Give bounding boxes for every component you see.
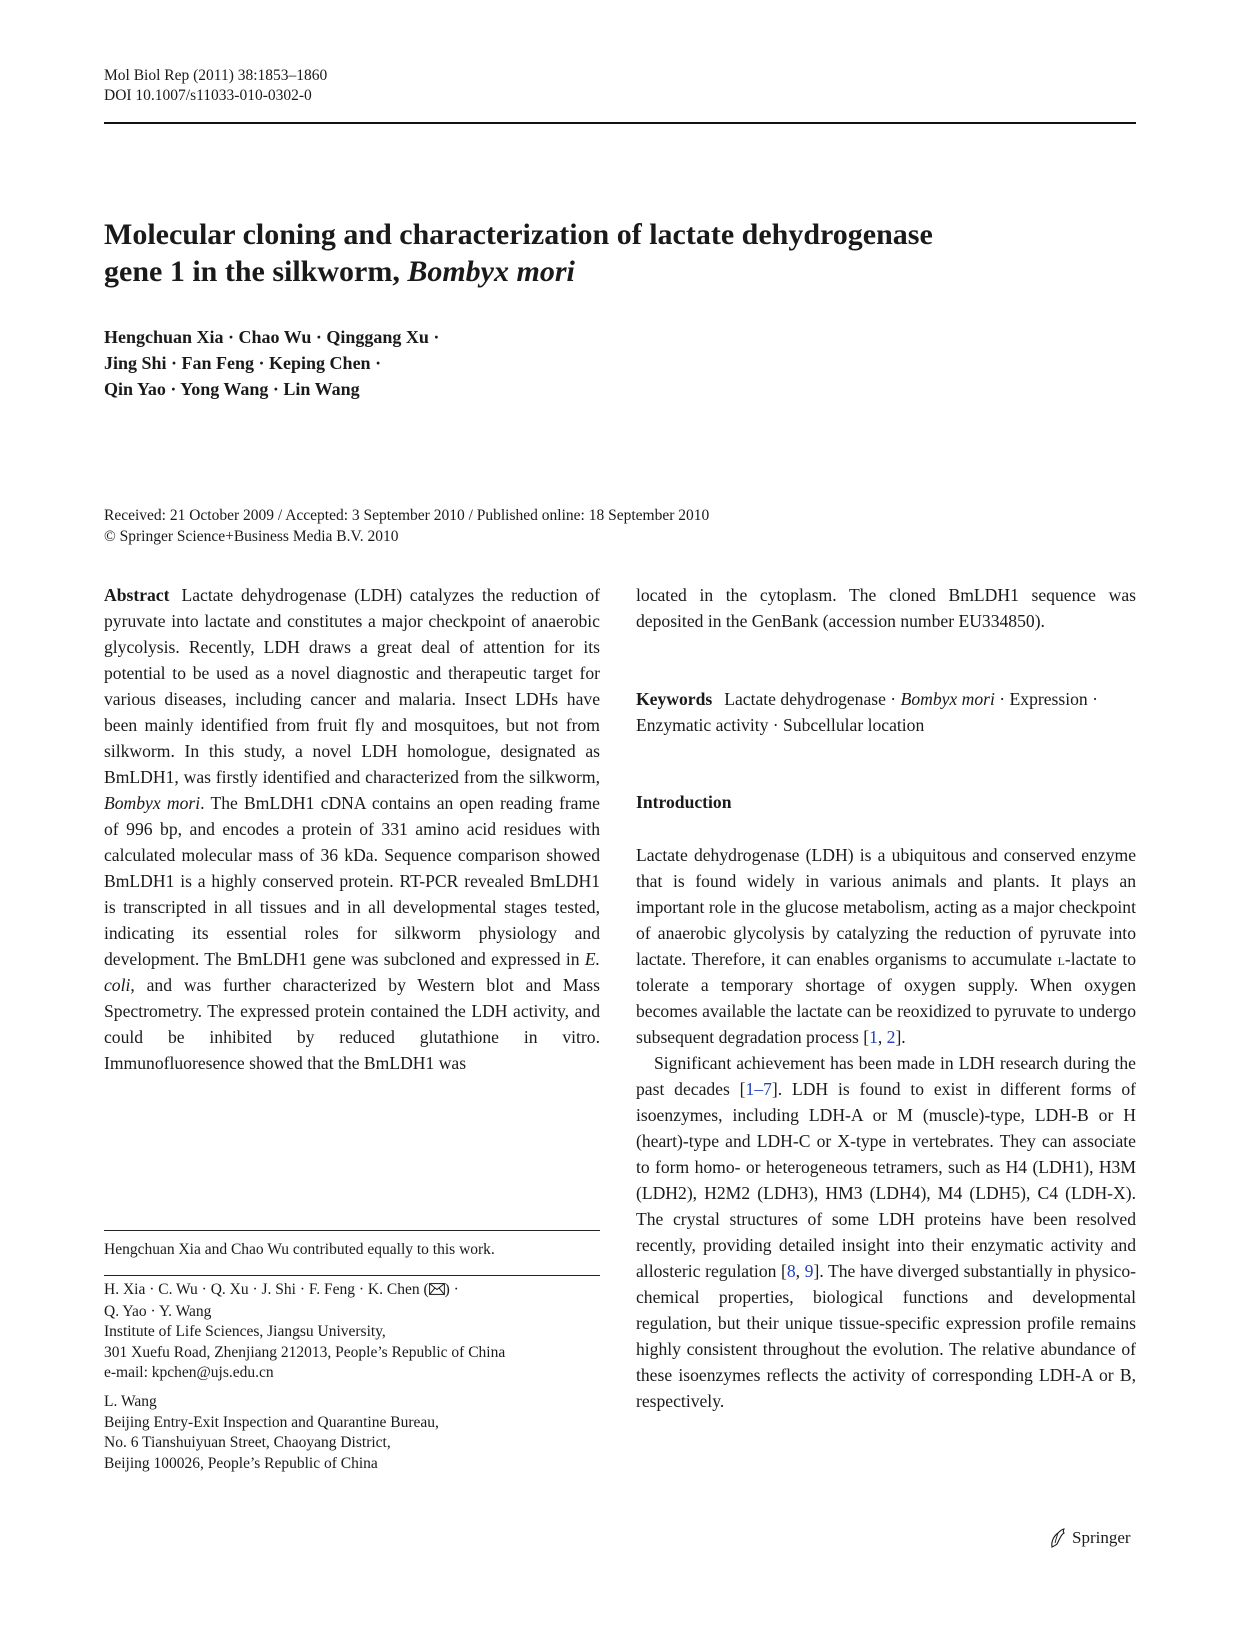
intro-p2-text-b: ]. LDH is found to exist in different forms of isoenzymes, including LDH-A or M (muscle)-type, LDH-B or H (heart)-type and LDH-C or X-type in vertebrates. They can associate to form homo- or heterogeneous tetramers, such as H4 (LDH1), H3M (LDH2), H2M2 (LDH3), HM3 (LDH4), M4 (LDH5), C4 (LDH-X). The crystal structures of some LDH proteins have been resolved recently, providing detailed insight into their enzymatic activity and allosteric regulation [	[636, 1079, 1136, 1281]
history-dates: Received: 21 October 2009 / Accepted: 3 September 2010 / Published online: 18 September 2010	[104, 507, 710, 524]
abstract-label: Abstract	[104, 585, 170, 605]
header-rule	[104, 122, 1136, 124]
intro-p2-text-a: Significant achievement has been made in LDH research during the past decades [	[636, 1053, 1136, 1099]
authors-line-1: Hengchuan Xia · Chao Wu · Qinggang Xu ·	[104, 327, 440, 347]
aff1-institution: Institute of Life Sciences, Jiangsu University,	[104, 1323, 386, 1340]
title-species: Bombyx mori	[407, 255, 575, 288]
citation-link-2[interactable]: 2	[886, 1027, 896, 1047]
keywords-label: Keywords	[636, 689, 713, 709]
title-line-1: Molecular cloning and characterization of lactate dehydrogenase	[104, 218, 933, 251]
citation-link-8[interactable]: 8	[786, 1261, 796, 1281]
abstract-text-3: , and was further characterized by Western blot and Mass Spectrometry. The expressed protein contained the LDH activity, and could be inhibited by reduced glutathione in vitro. Immunofluoresence showed that the BmLDH1 was	[104, 975, 600, 1073]
intro-p2-sep: ,	[795, 1261, 805, 1281]
footnote-rule-2	[104, 1275, 600, 1276]
equal-contribution-text: Hengchuan Xia and Chao Wu contributed equally to this work.	[104, 1241, 495, 1258]
publication-history	[104, 505, 709, 547]
journal-doi: DOI 10.1007/s11033-010-0302-0	[104, 87, 312, 104]
abstract-text-2: . The BmLDH1 cDNA contains an open reading frame of 996 bp, and encodes a protein of 331 amino acid residues with calculated molecular mass of 36 kDa. Sequence comparison showed BmLDH1 is a highly conserved protein. RT-PCR revealed BmLDH1 is transcripted in all tissues and in all developmental stages tested, indicating its essential roles for silkworm physiology and development. The BmLDH1 gene was subcloned and expressed in	[104, 793, 600, 969]
section-heading-introduction: Introduction	[636, 792, 732, 812]
journal-header	[104, 66, 327, 106]
keyword-species: Bombyx mori	[900, 689, 995, 709]
aff2-address-2: Beijing 100026, People’s Republic of China	[104, 1454, 378, 1472]
intro-paragraph-1	[636, 842, 1136, 1050]
envelope-icon[interactable]	[429, 1281, 445, 1302]
authors-line-3: Qin Yao · Yong Wang · Lin Wang	[104, 379, 360, 399]
intro-p1-end: ].	[895, 1027, 906, 1047]
aff2-address-1: No. 6 Tianshuiyuan Street, Chaoyang District,	[104, 1434, 391, 1451]
aff1-names-b: ) ·	[444, 1281, 459, 1298]
abstract	[104, 582, 600, 1076]
abstract-species: Bombyx mori	[104, 793, 201, 813]
intro-p1-sep: ,	[877, 1027, 887, 1047]
citation-link-9[interactable]: 9	[804, 1261, 814, 1281]
publisher-logo	[1048, 1527, 1131, 1549]
aff2-name: L. Wang	[104, 1393, 157, 1410]
authors-line-2: Jing Shi · Fan Feng · Keping Chen ·	[104, 353, 382, 373]
abstract-continued: located in the cytoplasm. The cloned BmLDH1 sequence was deposited in the GenBank (accession number EU334850).	[636, 585, 1136, 631]
aff2-institution: Beijing Entry-Exit Inspection and Quarantine Bureau,	[104, 1413, 439, 1431]
springer-horse-icon	[1048, 1527, 1068, 1549]
publisher-name: Springer	[1072, 1528, 1131, 1547]
intro-paragraph-2	[636, 1050, 1136, 1414]
keywords	[636, 686, 1136, 738]
aff1-names-2: Q. Yao · Y. Wang	[104, 1302, 212, 1320]
abstract-text-1: Lactate dehydrogenase (LDH) catalyzes the reduction of pyruvate into lactate and constitutes a major checkpoint of anaerobic glycolysis. Recently, LDH draws a great deal of attention for its potential to be used as a novel diagnostic and therapeutic target for various diseases, including cancer and malaria. Insect LDHs have been mainly identified from fruit fly and mosquitoes, but not from silkworm. In this study, a novel LDH homologue, designated as BmLDH1, was firstly identified and characterized from the silkworm,	[104, 585, 600, 787]
aff1-email[interactable]: e-mail: kpchen@ujs.edu.cn	[104, 1364, 274, 1381]
copyright: © Springer Science+Business Media B.V. 2010	[104, 528, 399, 545]
intro-p1-text-b: -lactate to tolerate a temporary shortage of oxygen supply. When oxygen becomes available the lactate can be reoxidized to pyruvate to undergo subsequent degradation process [	[636, 949, 1137, 1047]
introduction-body	[636, 842, 1136, 1414]
article-title	[104, 216, 1144, 290]
aff1-address: 301 Xuefu Road, Zhenjiang 212013, People’s Republic of China	[104, 1343, 506, 1361]
citation-link-1[interactable]: 1	[869, 1027, 878, 1047]
affiliation-1	[104, 1280, 505, 1384]
intro-p1-l: l	[1057, 949, 1065, 969]
equal-contribution-note	[104, 1240, 495, 1261]
author-list	[104, 324, 439, 402]
title-line-2-text: gene 1 in the silkworm,	[104, 255, 408, 288]
citation-link-1-7[interactable]: 1–7	[745, 1079, 772, 1099]
aff1-names	[104, 1280, 505, 1302]
title-line-2	[104, 253, 1144, 290]
intro-p1-text-a: Lactate dehydrogenase (LDH) is a ubiquitous and conserved enzyme that is found widely in various animals and plants. It plays an important role in the glucose metabolism, acting as a major checkpoint of anaerobic glycolysis by catalyzing the reduction of pyruvate into lactate. Therefore, it can enables organisms to accumulate	[636, 845, 1136, 969]
footnote-rule-1	[104, 1230, 600, 1231]
keyword-rest: · Expression · Enzymatic activity · Subcellular location	[636, 689, 1098, 735]
intro-p2-text-c: ]. The have diverged substantially in physico-chemical properties, biological functions and developmental regulation, but their unique tissue-specific expression profile remains highly consistent throughout the evolution. The relative abundance of these isoenzymes reflects the activity of corresponding LDH-A or B, respectively.	[636, 1261, 1137, 1411]
keyword-1: Lactate dehydrogenase ·	[724, 689, 901, 709]
journal-citation: Mol Biol Rep (2011) 38:1853–1860	[104, 67, 328, 84]
affiliation-2	[104, 1392, 439, 1474]
aff1-names-a: H. Xia · C. Wu · Q. Xu · J. Shi · F. Feng · K. Chen (	[104, 1281, 429, 1298]
abstract-ecoli: E. coli	[104, 949, 600, 995]
